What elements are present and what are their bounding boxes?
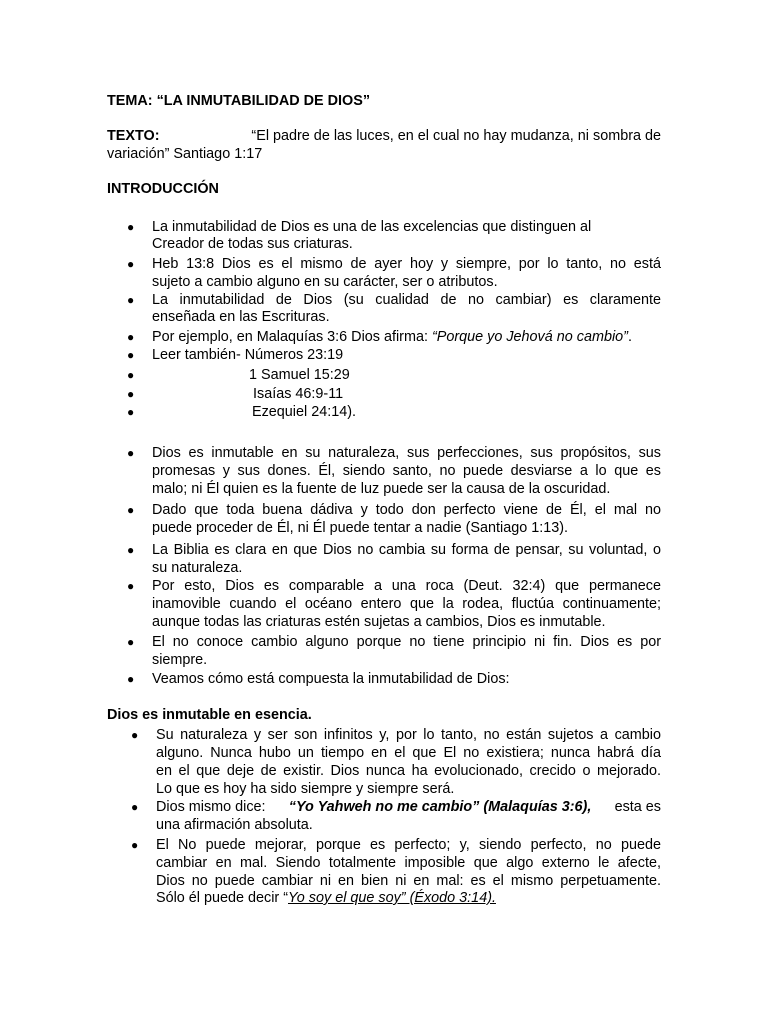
e3-reference: Yo soy el que soy” (Éxodo 3:14). (288, 890, 496, 906)
b4-text: Por ejemplo, en Malaquías 3:6 Dios afirma: (152, 329, 432, 345)
list-item-e1-line-1: Su naturaleza y ser son infinitos y, por lo tanto, no están sujetos a cambio (156, 727, 661, 743)
bullet-icon: ● (127, 257, 135, 271)
list-item-c4-line-2: inamovible cuando el océano entero que la rodea, fluctúa continuamente; (152, 596, 661, 612)
e2-text: Dios mismo dice: (156, 799, 266, 815)
list-item-b8: Ezequiel 24:14). (252, 404, 357, 420)
list-item-b2-line-2: sujeto a cambio alguno en su carácter, ser o atributos. (152, 274, 498, 290)
b4-quote: “Porque yo Jehová no cambio” (431, 329, 628, 345)
list-item-c3-line-1: La Biblia es clara en que Dios no cambia su forma de pensar, su voluntad, o (152, 542, 661, 558)
list-item-e3-line-1: El No puede mejorar, porque es perfecto; y, siendo perfecto, no puede (156, 837, 661, 853)
bullet-icon: ● (127, 543, 135, 557)
bullet-icon: ● (127, 503, 135, 517)
bullet-icon: ● (127, 368, 135, 382)
bullet-icon: ● (131, 800, 139, 814)
section-heading-esencia: Dios es inmutable en esencia. (107, 707, 312, 723)
list-item-b4 (152, 328, 632, 346)
list-item-b3-line-1: La inmutabilidad de Dios (su cualidad de no cambiar) es claramente (152, 292, 661, 308)
list-item-c1-line-2: promesas y sus dones. Él, siendo santo, no puede desviarse a lo que es (152, 463, 661, 479)
list-item-e1-line-2: alguno. Nunca hubo un tiempo en el que El no existiera; nunca habrá día (156, 745, 661, 761)
texto-line-1 (107, 127, 661, 145)
list-item-c3-line-2: su naturaleza. (152, 560, 243, 576)
e2-post: esta es (614, 799, 661, 815)
list-item-c4-line-3: aunque todas las criaturas estén sujetas a cambios, Dios es inmutable. (152, 614, 606, 630)
bullet-icon: ● (127, 672, 135, 686)
list-item-b5: Leer también- Números 23:19 (152, 347, 344, 363)
bullet-icon: ● (127, 220, 135, 234)
list-item-c5-line-1: El no conoce cambio alguno porque no tiene principio ni fin. Dios es por (152, 634, 661, 650)
list-item-e3-line-2: cambiar en mal. Siendo totalmente imposible que algo externo le afecte, (156, 855, 661, 871)
list-item-e3-line-4 (156, 889, 496, 907)
list-item-b1-line-2: Creador de todas sus criaturas. (152, 236, 353, 252)
list-item-e3-line-3: Dios no puede cambiar ni en bien ni en mal: es el mismo perpetuamente. (156, 873, 661, 889)
bullet-icon: ● (127, 635, 135, 649)
bullet-icon: ● (127, 330, 135, 344)
list-item-e1-line-3: en el que deje de existir. Dios nunca ha evolucionado, crecido o mejorado. (156, 763, 661, 779)
bullet-icon: ● (131, 838, 139, 852)
texto-label: TEXTO: (107, 128, 160, 144)
list-item-b1-line-1: La inmutabilidad de Dios es una de las excelencias que distinguen al (152, 219, 592, 235)
bullet-icon: ● (127, 293, 135, 307)
list-item-c4-line-1: Por esto, Dios es comparable a una roca (Deut. 32:4) que permanece (152, 578, 661, 594)
bullet-icon: ● (127, 405, 135, 419)
e2-quote: “Yo Yahweh no me cambio” (Malaquías 3:6), (288, 799, 592, 815)
list-item-b3-line-2: enseñada en las Escrituras. (152, 309, 330, 325)
list-item-b6: 1 Samuel 15:29 (249, 367, 350, 383)
bullet-icon: ● (131, 728, 139, 742)
bullet-icon: ● (127, 348, 135, 362)
tema-label: TEMA: (107, 93, 153, 109)
bullet-icon: ● (127, 579, 135, 593)
list-item-c2-line-1: Dado que toda buena dádiva y todo don perfecto viene de Él, el mal no (152, 502, 661, 518)
list-item-c2-line-2: puede proceder de Él, ni Él puede tentar a nadie (Santiago 1:13). (152, 520, 569, 536)
list-item-c6: Veamos cómo está compuesta la inmutabilidad de Dios: (152, 671, 510, 687)
list-item-b7: Isaías 46:9-11 (253, 386, 344, 402)
texto-quote-1: “El padre de las luces, en el cual no hay mudanza, ni sombra de (251, 128, 661, 144)
bullet-icon: ● (127, 446, 135, 460)
b4-end: . (627, 329, 632, 345)
list-item-e2-line-1 (156, 798, 661, 816)
tema-title: “LA INMUTABILIDAD DE DIOS” (156, 93, 371, 109)
list-item-e2-line-2: una afirmación absoluta. (156, 817, 313, 833)
page-title (107, 92, 370, 110)
texto-line-2: variación” Santiago 1:17 (107, 146, 263, 162)
list-item-b2-line-1: Heb 13:8 Dios es el mismo de ayer hoy y siempre, por lo tanto, no está (152, 256, 661, 272)
list-item-c1-line-3: malo; ni Él quien es la fuente de luz puede ser la causa de la oscuridad. (152, 481, 611, 497)
list-item-e1-line-4: Lo que es hoy ha sido siempre y siempre será. (156, 781, 455, 797)
list-item-c5-line-2: siempre. (152, 652, 208, 668)
list-item-c1-line-1: Dios es inmutable en su naturaleza, sus perfecciones, sus propósitos, sus (152, 445, 661, 461)
section-heading-introduccion: INTRODUCCIÓN (107, 181, 219, 197)
e3-text: Sólo él puede decir “ (156, 890, 288, 906)
bullet-icon: ● (127, 387, 135, 401)
